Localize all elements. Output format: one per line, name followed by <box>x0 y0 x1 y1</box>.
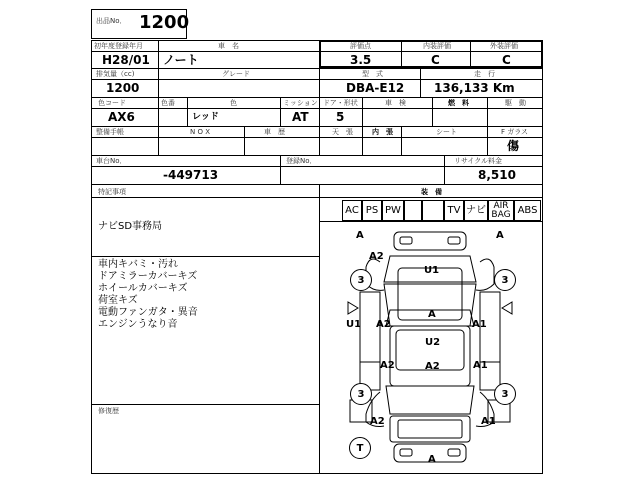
mark-roof: U1 <box>424 265 440 276</box>
label-nox: N O X <box>190 128 210 136</box>
special-notes <box>98 221 162 233</box>
mark-center-rear: A2 <box>425 361 440 372</box>
mark-right-door-rear: A1 <box>473 360 488 371</box>
mark-front-wheel-left: 3 <box>350 269 372 291</box>
remark-line: ホイールカバーキズ <box>98 283 188 294</box>
special-line: ナビSD事務局 <box>98 221 163 232</box>
equip-ps: PS <box>362 200 382 221</box>
label-manual: 整備手帳 <box>96 128 124 136</box>
value-doors: 5 <box>336 110 345 124</box>
label-cc: 排気量（cc) <box>96 70 135 78</box>
equip-pw: PW <box>382 200 404 221</box>
remarks-list <box>98 259 198 331</box>
mark-front-top-left: A <box>356 230 364 241</box>
label-mission: ミッション <box>283 99 318 107</box>
label-reg: 登録No． <box>286 157 317 165</box>
label-interior: 内装評価 <box>423 42 451 50</box>
value-color-code: AX6 <box>108 110 135 124</box>
label-color-no: 色番 <box>161 99 175 107</box>
label-equipment: 装 備 <box>421 188 442 196</box>
value-recycle: 8,510 <box>478 168 516 182</box>
label-special: 特記事項 <box>98 188 126 196</box>
equip-navi: ナビ <box>464 200 488 221</box>
value-mission: AT <box>292 110 309 124</box>
label-repair: 修復歴 <box>98 407 119 415</box>
value-fglass: 傷 <box>507 139 520 153</box>
equip-blank-2 <box>422 200 444 221</box>
label-drive: 駆 動 <box>505 99 526 107</box>
label-car: 車 名 <box>218 42 239 50</box>
value-model: DBA-E12 <box>346 81 405 95</box>
remark-line: 荷室キズ <box>98 295 138 306</box>
equip-tv: TV <box>444 200 464 221</box>
label-recycle: リサイクル料金 <box>454 157 503 165</box>
label-model: 型 式 <box>362 70 383 78</box>
remark-line: ドアミラーカバーキズ <box>98 271 198 282</box>
remark-line: エンジンうなり音 <box>98 319 178 330</box>
label-fglass: F ガラス <box>501 128 529 136</box>
value-car: ノート <box>163 53 199 67</box>
label-mileage: 走 行 <box>474 70 495 78</box>
label-seat: シート <box>436 128 457 136</box>
mark-left-door-front: A2 <box>376 319 391 330</box>
label-interior-trim: 内 張 <box>372 128 393 136</box>
car-diagram <box>320 222 542 474</box>
label-doors: ドア・形状 <box>323 99 358 107</box>
mark-front-wheel-right: 3 <box>494 269 516 291</box>
mark-rear-left: A2 <box>370 416 385 427</box>
mark-front-top-right: A <box>496 230 504 241</box>
mark-windshield: A <box>428 309 436 320</box>
label-chassis: 車台No． <box>96 157 127 165</box>
value-exterior: C <box>502 53 511 67</box>
equip-airbag: AIR BAG <box>488 200 514 221</box>
label-fuel: 燃 料 <box>448 99 469 107</box>
value-year: H28/01 <box>102 53 150 67</box>
mark-hood-left: A2 <box>369 251 384 262</box>
mark-rear-right: A1 <box>481 416 496 427</box>
remark-line: 車内キバミ・汚れ <box>98 259 178 270</box>
value-color: レッド <box>192 112 219 122</box>
label-roof: 天 張 <box>332 128 353 136</box>
equip-ac: AC <box>342 200 362 221</box>
mark-left-side: U1 <box>346 319 362 330</box>
mark-right-door-front: A1 <box>472 319 487 330</box>
label-exterior: 外装評価 <box>490 42 518 50</box>
mark-rear-roof: U2 <box>425 337 441 348</box>
label-grade: グレード <box>222 70 250 78</box>
label-score: 評価点 <box>350 42 371 50</box>
label-inspection: 車 検 <box>385 99 406 107</box>
label-color-code: 色コード <box>98 99 126 107</box>
mark-trunk: T <box>349 437 371 459</box>
label-year: 初年度登録年月 <box>94 42 143 50</box>
label-color: 色 <box>230 99 237 107</box>
lot-label: 出品No． <box>96 17 127 25</box>
value-chassis: -449713 <box>163 168 219 182</box>
equip-blank-1 <box>404 200 422 221</box>
label-history: 車 歴 <box>264 128 285 136</box>
mark-rear-wheel-left: 3 <box>350 383 372 405</box>
mark-rear-wheel-right: 3 <box>494 383 516 405</box>
remark-line: 電動ファンガタ・異音 <box>98 307 198 318</box>
mark-bumper-rear: A <box>428 454 436 465</box>
value-score: 3.5 <box>350 53 372 67</box>
equip-abs: ABS <box>514 200 541 221</box>
mark-left-door-rear: A2 <box>380 360 395 371</box>
lot-number: 1200 <box>139 12 190 33</box>
value-interior: C <box>431 53 440 67</box>
value-mileage: 136,133 Km <box>434 81 515 95</box>
value-cc: 1200 <box>106 81 140 95</box>
